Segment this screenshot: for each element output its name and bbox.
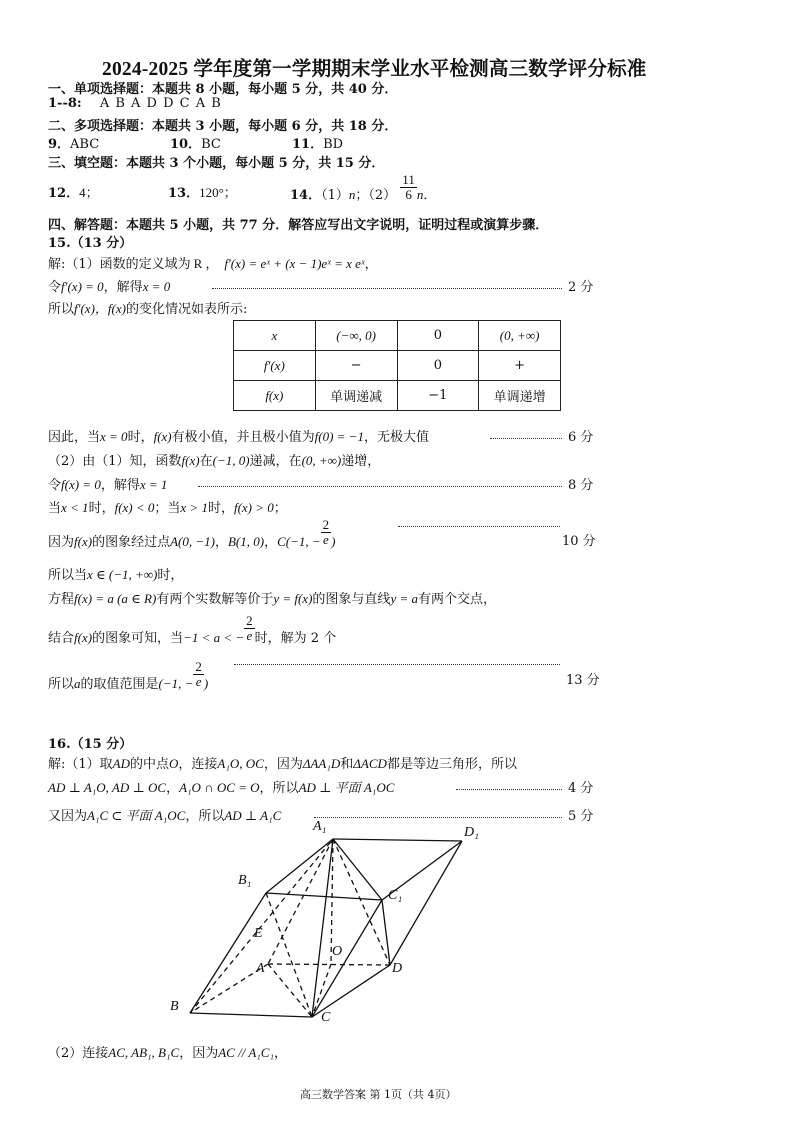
q14-answer: 14．（1）n；（2） $\frac{11}{6}$ n． — [290, 172, 437, 203]
q16-label: 16.（15 分） — [48, 737, 133, 752]
score-6: 6 分 — [568, 430, 594, 445]
edge-C1A1 — [333, 839, 382, 900]
q15-line8: 因为f(x)的图象经过点A(0, −1)，B(1, 0)，C(−1, − $\frac{2}{e}$ ) — [48, 517, 336, 550]
section1-answers — [48, 96, 222, 111]
label-D: D — [392, 961, 403, 976]
q15-line4: 因此，当x = 0时，f(x)有极小值，并且极小值为f(0) = −1，无极大值 — [48, 429, 429, 445]
edge-AC — [268, 964, 312, 1017]
label-B1: B₁ — [238, 873, 252, 888]
dot-leader — [212, 288, 562, 289]
table-row: x (−∞, 0) 0 (0, +∞) — [234, 321, 561, 351]
section4-heading: 四、解答题：本题共 5 小题，共 77 分．解答应写出文字说明，证明过程或演算步骤． — [48, 218, 549, 233]
page-footer: 高三数学答案 第 1页（共 4页） — [300, 1088, 457, 1101]
q15-line6: 令f(x) = 0，解得x = 1 — [48, 477, 168, 493]
q16-line4: （2）连接AC, AB₁, B₁C，因为AC // A₁C₁， — [48, 1045, 287, 1061]
q15-line11: 结合f(x)的图象可知，当−1 < a < − $\frac{2}{e}$ 时，解为 2 个 — [48, 613, 337, 646]
table-row: f′(x) − 0 + — [234, 351, 561, 381]
score-4: 4 分 — [568, 781, 594, 796]
section1-answer-list: A B A D D C A B — [99, 96, 222, 111]
section1-range: 1--8: — [48, 96, 82, 111]
page-title: 2024-2025 学年度第一学期期末学业水平检测高三数学评分标准 — [102, 59, 647, 80]
edge-CB — [190, 1013, 312, 1017]
q11-answer: 11．BD — [292, 137, 344, 152]
q15-line12: 所以a的取值范围是(−1, − $\frac{2}{e}$ ) — [48, 659, 209, 692]
score-13: 13 分 — [566, 673, 600, 688]
q15-line5: （2）由（1）知，函数f(x)在(−1, 0)递减，在(0, +∞)递增， — [48, 453, 381, 469]
section2-heading: 二、多项选择题：本题共 3 小题，每小题 6 分，共 18 分． — [48, 119, 398, 134]
edge-C1C — [312, 900, 382, 1017]
label-C1: C₁ — [388, 888, 403, 903]
edge-D1D — [390, 841, 462, 965]
q12-answer: 12．4； — [48, 185, 99, 201]
prism-figure — [160, 812, 480, 1027]
dot-leader — [490, 438, 562, 439]
q9-answer: 9．ABC — [48, 137, 100, 152]
q15-line7: 当x < 1时，f(x) < 0；当x > 1时，f(x) > 0； — [48, 500, 287, 516]
dot-leader — [234, 664, 560, 665]
q10-answer: 10．BC — [170, 137, 221, 152]
label-A: A — [256, 961, 265, 976]
label-A1: A₁ — [313, 819, 327, 834]
q14-fraction: $\frac{11}{6}$ — [402, 172, 415, 202]
score-8: 8 分 — [568, 478, 594, 493]
table-row: f(x) 单调递减 −1 单调递增 — [234, 381, 561, 411]
q15-label: 15.（13 分） — [48, 236, 133, 251]
q16-line1: 解:（1）取AD的中点O，连接A₁O, OC，因为ΔAA₁D和ΔACD都是等边三角形，所以 — [48, 756, 517, 772]
q13-answer: 13．120°； — [168, 185, 237, 201]
score-5: 5 分 — [568, 809, 594, 824]
label-E: E — [254, 926, 263, 941]
label-B: B — [170, 999, 179, 1014]
label-D1: D₁ — [464, 825, 479, 840]
score-10: 10 分 — [562, 534, 596, 549]
edge-A1A — [268, 839, 333, 964]
label-O: O — [332, 944, 343, 959]
edge-BB1 — [190, 893, 266, 1013]
q16-line2: AD ⊥ A₁O, AD ⊥ OC，A₁O ∩ OC = O，所以AD ⊥ 平面 A₁OC — [48, 780, 395, 796]
dot-leader — [398, 526, 560, 527]
edge-B1A1 — [266, 839, 333, 893]
edge-AD — [268, 964, 390, 965]
q15-line10: 方程f(x) = a (a ∈ R)有两个实数解等价于y = f(x)的图象与直线y = a有两个交点， — [48, 591, 496, 607]
dot-leader — [456, 789, 562, 790]
edge-A1C — [312, 839, 333, 1017]
q15-line2: 令f′(x) = 0，解得x = 0 — [48, 279, 171, 295]
section3-heading: 三、填空题：本题共 3 个小题，每小题 5 分，共 15 分． — [48, 156, 385, 171]
q15-line3: 所以f′(x)，f(x)的变化情况如表所示: — [48, 301, 248, 317]
score-2: 2 分 — [568, 280, 594, 295]
q15-line1: 解:（1）函数的定义域为 R ， f′(x) = eˣ + (x − 1)eˣ = x eˣ， — [48, 256, 378, 272]
variation-table — [233, 320, 561, 411]
label-C: C — [321, 1010, 331, 1025]
q16-line3: 又因为A₁C ⊂ 平面 A₁OC，所以AD ⊥ A₁C — [48, 808, 282, 824]
edge-A1D1 — [333, 839, 462, 841]
q15-line9: 所以当x ∈ (−1, +∞)时， — [48, 567, 184, 583]
dot-leader — [198, 486, 562, 487]
section1-heading: 一、单项选择题：本题共 8 小题，每小题 5 分，共 40 分． — [48, 82, 398, 97]
